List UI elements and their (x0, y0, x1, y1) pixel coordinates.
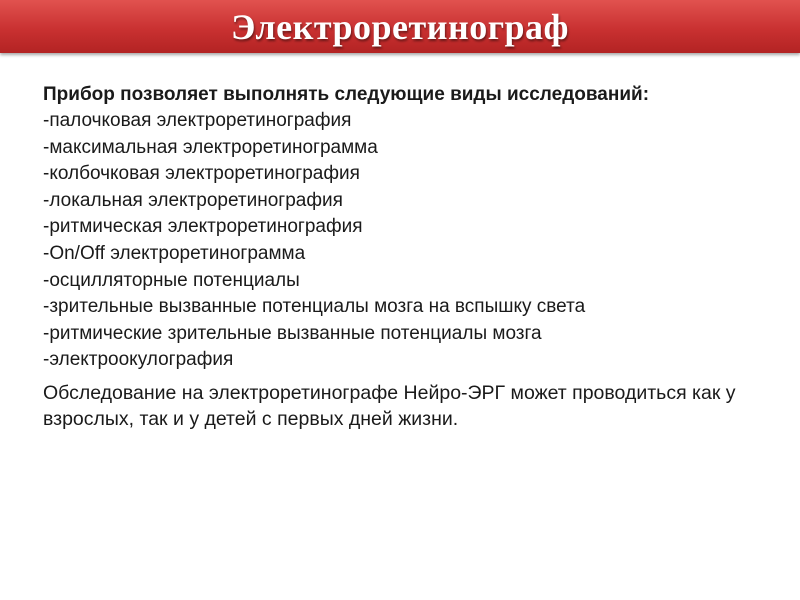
list-item: -электроокулография (43, 349, 234, 371)
title-bar (0, 0, 800, 53)
list-item: -колбочковая электроретинография (43, 163, 360, 185)
list-item: -On/Off электроретинограмма (43, 242, 306, 264)
list-item: -палочковая электроретинография (43, 110, 352, 131)
slide-title: Электроретинограф (231, 6, 569, 47)
footer-text: Обследование на электроретинографе Нейро-ЭРГ может проводиться как у взрослых, так и у детей с первых дней жизни. (43, 381, 736, 430)
list-item: -ритмические зрительные вызванные потенциалы мозга (43, 322, 542, 344)
list-item: -максимальная электроретинограмма (43, 136, 378, 158)
list-item: -осцилляторные потенциалы (43, 269, 300, 291)
list-item: -ритмическая электроретинография (43, 216, 363, 238)
list-item: -локальная электроретинография (43, 189, 343, 211)
intro-text: Прибор позволяет выполнять следующие виды исследований: (43, 84, 650, 105)
study-types-list (43, 108, 783, 374)
list-item: -зрительные вызванные потенциалы мозга на вспышку света (43, 296, 586, 318)
slide-content (43, 82, 783, 432)
